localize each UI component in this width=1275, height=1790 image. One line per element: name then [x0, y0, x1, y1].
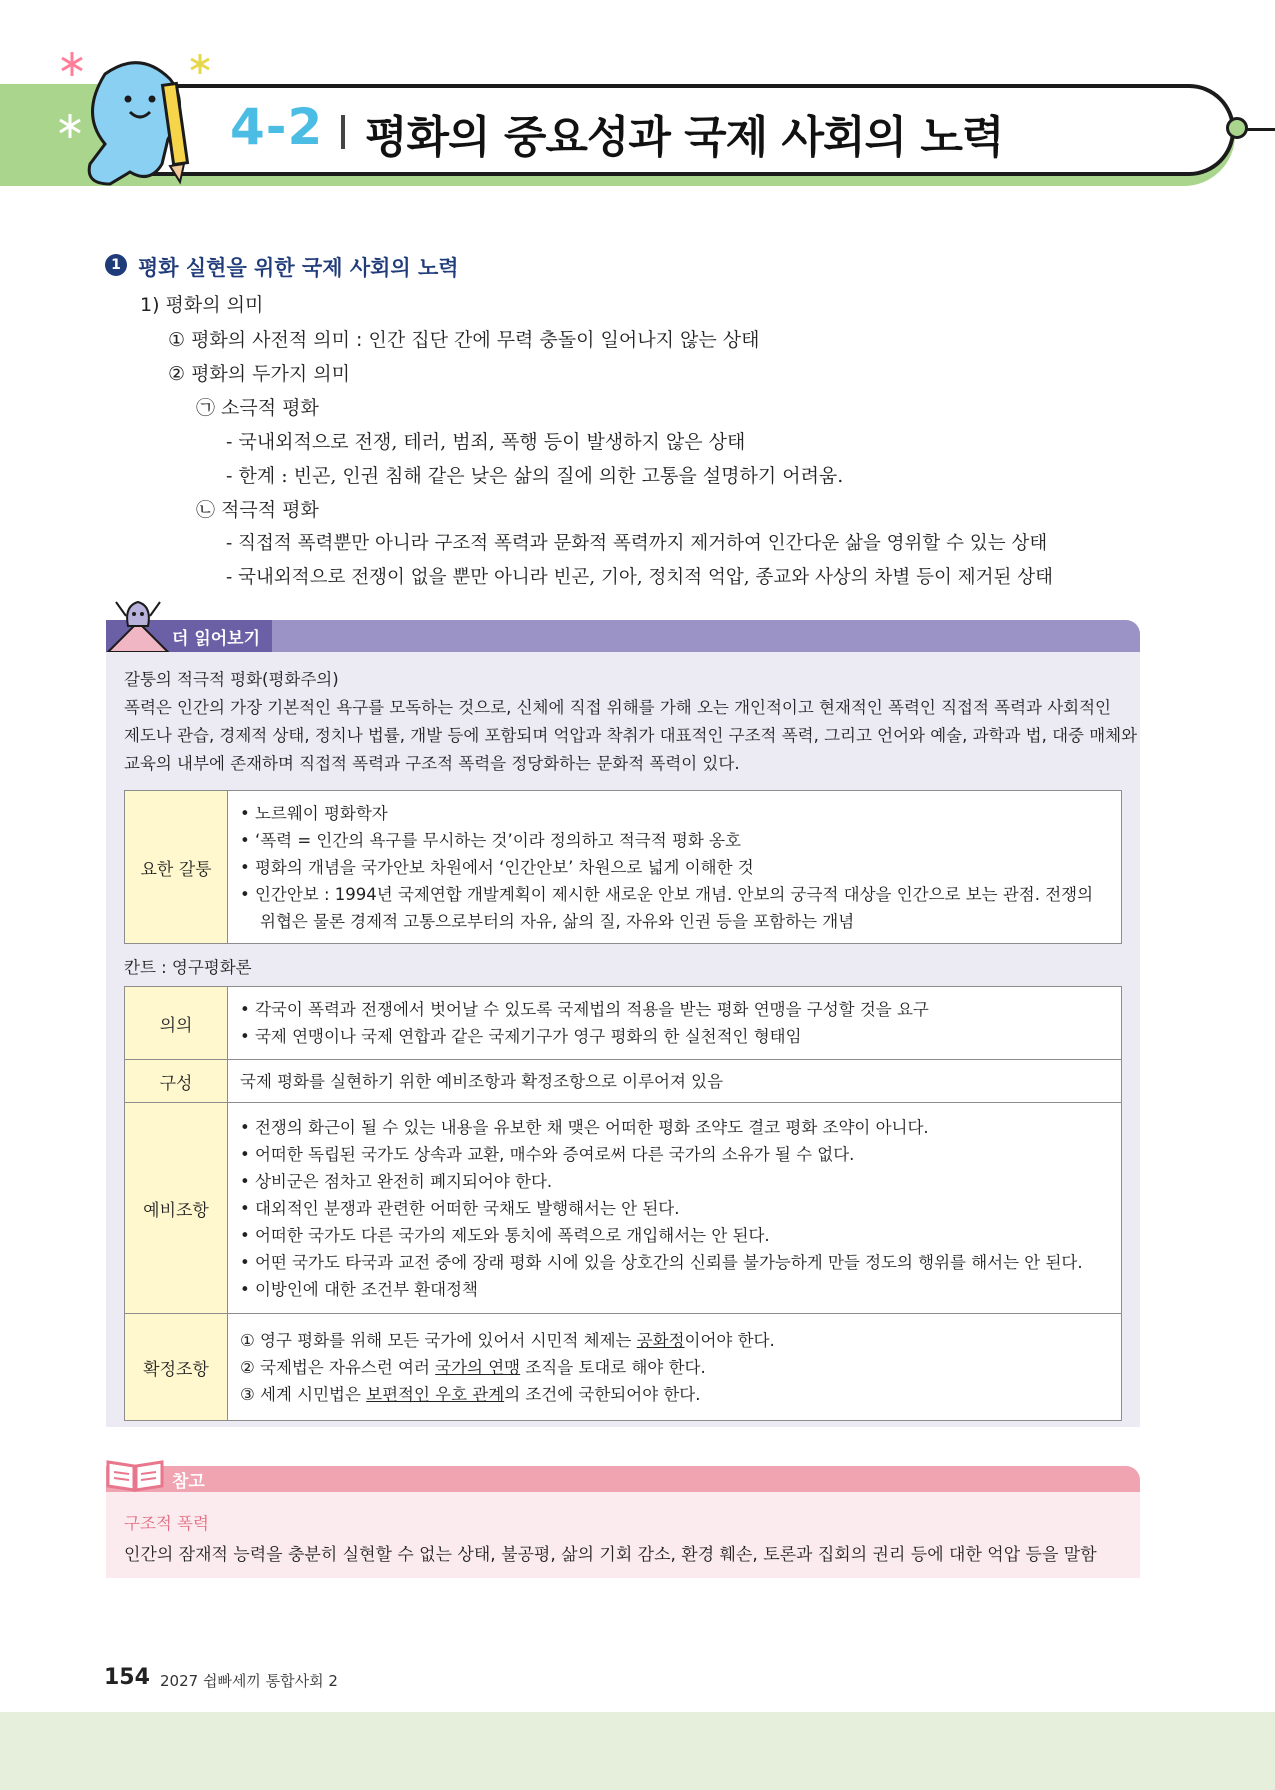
kant-def-item: ① 영구 평화를 위해 모든 국가에 있어서 시민적 체제는 공화정이어야 한다.: [240, 1330, 775, 1350]
johan-item: • 노르웨이 평화학자: [240, 803, 388, 823]
kant-title: 칸트 : 영구평화론: [124, 958, 252, 977]
table-row: [125, 1314, 1122, 1421]
johan-item: • 평화의 개념을 국가안보 차원에서 ‘인간안보’ 차원으로 넓게 이해한 것: [240, 857, 754, 877]
header-number: 4-2: [230, 98, 324, 156]
outline-sub-b-1: - 직접적 폭력뿐만 아니라 구조적 폭력과 문화적 폭력까지 제거하여 인간다운 삶을 영위할 수 있는 상태: [226, 533, 1048, 554]
section-title: 평화 실현을 위한 국제 사회의 노력: [138, 256, 459, 280]
table-row: [125, 987, 1122, 1060]
kant-def-item: ② 국제법은 자유스런 여러 국가의 연맹 조직을 토대로 해야 한다.: [240, 1357, 706, 1377]
kant-prelim-item: • 상비군은 점차고 완전히 폐지되어야 한다.: [240, 1171, 553, 1191]
kant-structure-label: 구성: [125, 1060, 228, 1103]
kant-prelim-label: 예비조항: [125, 1103, 228, 1314]
kant-meaning-item: • 국제 연맹이나 국제 연합과 같은 국제기구가 영구 평화의 한 실천적인 형태임: [240, 1027, 802, 1046]
kant-meaning-label: 의의: [125, 987, 228, 1060]
johan-item: • ‘폭력 = 인간의 욕구를 무시하는 것’이라 정의하고 적극적 평화 옹호: [240, 830, 741, 850]
johan-item: • 인간안보 : 1994년 국제연합 개발계획이 제시한 새로운 안보 개념. 안보의 궁극적 대상을 인간으로 보는 관점. 전쟁의: [240, 884, 1094, 904]
outline-sub-a-2: - 한계 : 빈곤, 인권 침해 같은 낮은 삶의 질에 의한 고통을 설명하기 어려움.: [226, 465, 844, 487]
johan-table: [124, 790, 1122, 944]
kant-meaning-item: • 각국이 폭력과 전쟁에서 벗어날 수 있도록 국제법의 적용을 받는 평화 연맹을 구성할 것을 요구: [240, 1000, 929, 1019]
kant-table: [124, 986, 1122, 1421]
note-label: 참고: [172, 1472, 205, 1492]
kant-def-item: ③ 세계 시민법은 보편적인 우호 관계의 조건에 국한되어야 한다.: [240, 1384, 701, 1404]
section-number-badge: 1: [105, 254, 127, 276]
johan-label: 요한 갈퉁: [125, 791, 228, 944]
table-row: [125, 791, 1122, 944]
table-row: [125, 1060, 1122, 1103]
open-book-icon: [104, 1456, 166, 1492]
kant-prelim-item: • 어떤 국가도 타국과 교전 중에 장래 평화 시에 있을 상호간의 신뢰를 불가능하게 만들 정도의 행위를 해서는 안 된다.: [240, 1252, 1083, 1272]
note-text: 인간의 잠재적 능력을 충분히 실현할 수 없는 상태, 불공평, 삶의 기회 감소, 환경 훼손, 토론과 집회의 권리 등에 대한 억압 등을 말함: [124, 1545, 1097, 1565]
galtung-line-3: 교육의 내부에 존재하며 직접적 폭력과 구조적 폭력을 정당화하는 문화적 폭력이 있다.: [124, 754, 740, 773]
footer-band: [0, 1712, 1275, 1790]
outline-sub-a-1: - 국내외적으로 전쟁, 테러, 범죄, 폭행 등이 발생하지 않은 상태: [226, 431, 746, 453]
table-row: [125, 1103, 1122, 1314]
kant-prelim-item: • 대외적인 분쟁과 관련한 어떠한 국채도 발행해서는 안 된다.: [240, 1198, 680, 1218]
kant-prelim-item: • 어떠한 국가도 다른 국가의 제도와 통치에 폭력으로 개입해서는 안 된다.: [240, 1225, 770, 1245]
note-title: 구조적 폭력: [124, 1514, 209, 1533]
galtung-line-1: 폭력은 인간의 가장 기본적인 욕구를 모독하는 것으로, 신체에 직접 위해를 가해 오는 개인적이고 현재적인 폭력인 직접적 폭력과 사회적인: [124, 698, 1111, 717]
outline-sub-a: ㉠ 소극적 평화: [196, 397, 319, 419]
kant-def-label: 확정조항: [125, 1314, 228, 1421]
kant-prelim-item: • 전쟁의 화근이 될 수 있는 내용을 유보한 채 맺은 어떠한 평화 조약도 결코 평화 조약이 아니다.: [240, 1117, 929, 1137]
header-knob: [1226, 117, 1248, 139]
kant-prelim-item: • 이방인에 대한 조건부 환대정책: [240, 1279, 478, 1299]
johan-item: 위협은 물론 경제적 고통으로부터의 자유, 삶의 질, 자유와 인권 등을 포함하는 개념: [260, 911, 855, 931]
outline-sub-b: ㉡ 적극적 평화: [196, 499, 319, 521]
mascot-book-icon: [104, 596, 172, 654]
mascot-pencil-icon: [50, 44, 210, 189]
page-number: 154: [104, 1665, 150, 1690]
header-title: 평화의 중요성과 국제 사회의 노력: [365, 112, 1004, 163]
outline-sub-b-2: - 국내외적으로 전쟁이 없을 뿐만 아니라 빈곤, 기아, 정치적 억압, 종교와 사상의 차별 등이 제거된 상태: [226, 567, 1053, 588]
note-box: [106, 1492, 1140, 1578]
note-tab: [106, 1466, 1140, 1492]
kant-structure-text: 국제 평화를 실현하기 위한 예비조항과 확정조항으로 이루어져 있음: [228, 1060, 1122, 1103]
galtung-line-2: 제도나 관습, 경제적 상태, 정치나 법률, 개발 등에 포함되며 억압과 착취가 대표적인 구조적 폭력, 그리고 언어와 예술, 과학과 법, 대중 매체와: [124, 726, 1138, 745]
header-divider: [341, 115, 345, 149]
outline-h1: 1) 평화의 의미: [140, 294, 264, 316]
book-title: 2027 쉽빠세끼 통합사회 2: [160, 1672, 338, 1690]
kant-prelim-item: • 어떠한 독립된 국가도 상속과 교환, 매수와 증여로써 다른 국가의 소유가 될 수 없다.: [240, 1144, 855, 1164]
outline-item1: ① 평화의 사전적 의미 : 인간 집단 간에 무력 충돌이 일어나지 않는 상태: [168, 329, 760, 351]
galtung-title: 갈퉁의 적극적 평화(평화주의): [124, 670, 339, 689]
outline-item2: ② 평화의 두가지 의미: [168, 363, 350, 385]
readmore-label: 더 읽어보기: [172, 629, 261, 649]
